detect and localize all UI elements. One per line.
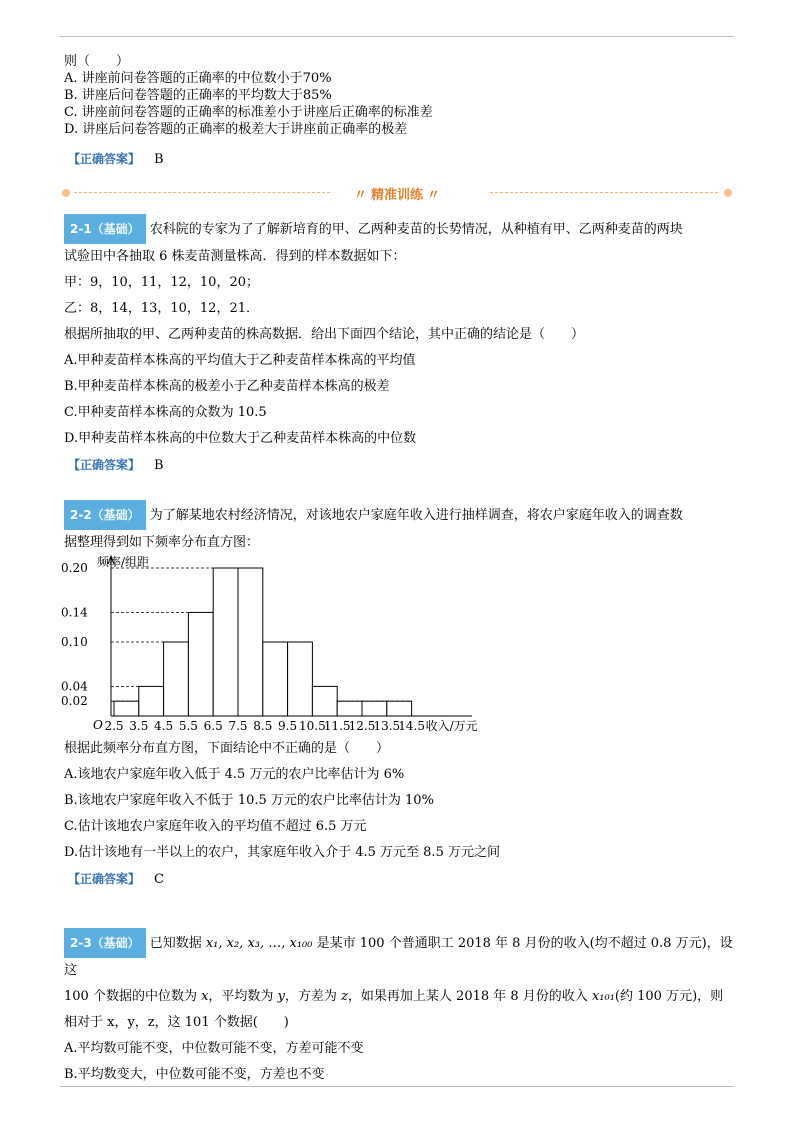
x-tick-label: 11.5 xyxy=(323,719,351,733)
q23-option-b: B.平均数变大，中位数可能不变，方差也不变 xyxy=(64,1067,325,1082)
option-b: B. 讲座后问卷答题的正确率的平均数大于85% xyxy=(64,88,332,103)
answer-label: 【正确答案】 xyxy=(68,872,141,886)
answer-value: B xyxy=(154,458,164,473)
q22-option-b: B.该地农户家庭年收入不低于 10.5 万元的农户比率估计为 10% xyxy=(64,793,434,808)
q22-option-d: D.估计该地有一半以上的农户，其家庭年收入介于 4.5 万元至 8.5 万元之间 xyxy=(64,845,500,860)
q23-stem-2b: ，平均数为 xyxy=(208,989,278,1004)
x-tick-label: 5.5 xyxy=(178,719,198,733)
banner-title: 精准训练 xyxy=(370,188,423,203)
top-rule xyxy=(60,36,734,37)
histogram-bar xyxy=(312,686,337,716)
histogram-bar xyxy=(213,568,238,716)
q23-math-x101: x₁₀₁ xyxy=(591,989,615,1004)
question-2-3 xyxy=(64,928,736,1088)
q21-data-yi: 乙：8，14，13，10，12，21． xyxy=(64,301,259,316)
x-tick-label: 12.5 xyxy=(348,719,376,733)
x-tick-label: 6.5 xyxy=(203,719,223,733)
x-tick-label: 2.5 xyxy=(104,719,124,733)
q23-line-1 xyxy=(64,928,736,984)
q22-stem-1: 为了解某地农村经济情况，对该地农户家庭年收入进行抽样调查，将农户家庭年收入的调查数 xyxy=(149,508,683,523)
q22-option-a: A.该地农户家庭年收入低于 4.5 万元的农户比率估计为 6% xyxy=(64,767,405,782)
frequency-histogram xyxy=(60,550,510,738)
q21-option-a: A.甲种麦苗样本株高的平均值大于乙种麦苗样本株高的平均值 xyxy=(64,353,416,368)
option-a: A. 讲座前问卷答题的正确率的中位数小于70% xyxy=(64,71,332,86)
answer-value: B xyxy=(154,152,164,167)
q23-math-data: x₁, x₂, x₃, …, x₁₀₀ xyxy=(205,936,313,951)
x-axis-label: 收入/万元 xyxy=(425,719,478,733)
histogram-bar xyxy=(139,686,164,716)
q21-answer xyxy=(64,452,736,479)
q22-answer xyxy=(64,866,736,893)
q23-line-2 xyxy=(64,984,736,1010)
question-2-1 xyxy=(64,214,736,479)
histogram-bar xyxy=(288,642,313,716)
q21-option-c: C.甲种麦苗样本株高的众数为 10.5 xyxy=(64,405,267,420)
q23-stem-2d: ，如果再加上某人 2018 年 8 月份的收入 xyxy=(347,989,592,1004)
answer-label: 【正确答案】 xyxy=(68,152,141,166)
histogram-bar xyxy=(188,612,213,716)
x-tick-label: 8.5 xyxy=(253,719,273,733)
question-2-2 xyxy=(64,500,736,556)
q23-option-a: A.平均数可能不变，中位数可能不变，方差可能不变 xyxy=(64,1041,364,1056)
question-tag: 2-2（基础） xyxy=(64,500,146,530)
histogram-bar xyxy=(238,568,263,716)
histogram-bar xyxy=(164,642,189,716)
q21-line-1 xyxy=(64,214,736,244)
x-tick-label: 4.5 xyxy=(154,719,174,733)
bottom-rule xyxy=(60,1086,734,1087)
question-tag: 2-3（基础） xyxy=(64,928,146,958)
q23-stem-1a: 已知数据 xyxy=(149,936,206,951)
x-tick-label: 10.5 xyxy=(299,719,326,733)
q22-option-c: C.估计该地农户家庭年收入的平均值不超过 6.5 万元 xyxy=(64,819,367,834)
q23-stem-2c: ，方差为 xyxy=(284,989,342,1004)
q23-stem-3: 相对于 x，y，z，这 101 个数据( ) xyxy=(64,1015,289,1030)
banner-deco-left: 〃 xyxy=(353,188,367,203)
x-tick-label: 13.5 xyxy=(373,719,401,733)
y-tick-label: 0.02 xyxy=(61,694,88,709)
q22-line-1 xyxy=(64,500,736,530)
x-tick-label: 7.5 xyxy=(228,719,248,733)
q21-stem-2: 试验田中各抽取 6 株麦苗测量株高．得到的样本数据如下： xyxy=(64,249,406,264)
origin-label: O xyxy=(93,718,103,732)
y-tick-label: 0.10 xyxy=(61,635,88,649)
x-tick-label: 14.5 xyxy=(398,719,425,733)
y-axis-label: 频率/组距 xyxy=(97,555,150,569)
y-tick-label: 0.14 xyxy=(61,605,88,620)
var-x: x xyxy=(201,989,209,1004)
answer-value: C xyxy=(154,872,164,887)
q23-stem-2e: (约 100 万元)，则 xyxy=(614,989,724,1004)
var-z: z xyxy=(341,989,348,1004)
q23-stem-2a: 100 个数据的中位数为 xyxy=(64,989,202,1004)
answer-row xyxy=(68,150,164,167)
histogram-bar xyxy=(337,701,362,716)
y-tick-label: 0.20 xyxy=(61,561,88,575)
q22-question: 根据此频率分布直方图，下面结论中不正确的是（ ） xyxy=(64,741,390,756)
q22-stem-2: 据整理得到如下频率分布直方图： xyxy=(64,535,260,550)
answer-label: 【正确答案】 xyxy=(68,458,141,472)
question-tag: 2-1（基础） xyxy=(64,214,146,244)
histogram-bar xyxy=(114,701,139,716)
histogram-bar xyxy=(263,642,288,716)
banner-title-wrap xyxy=(60,184,734,203)
x-tick-label: 3.5 xyxy=(129,719,149,733)
q21-option-b: B.甲种麦苗样本株高的极差小于乙种麦苗样本株高的极差 xyxy=(64,379,390,394)
option-c: C. 讲座前问卷答题的正确率的标准差小于讲座后正确率的标准差 xyxy=(64,105,433,120)
section-banner xyxy=(60,184,734,202)
y-tick-label: 0.04 xyxy=(61,679,88,694)
x-tick-label: 9.5 xyxy=(278,719,298,733)
question-stem-tail: 则（ ） xyxy=(64,54,130,69)
banner-deco-right: 〃 xyxy=(427,188,441,203)
q23-stem-1b: 是某市 100 个普通职工 2018 年 8 月份的收入(均不超过 0.8 万元)，设这 xyxy=(64,936,733,978)
question-2-2-body xyxy=(64,736,736,893)
option-d: D. 讲座后问卷答题的正确率的极差大于讲座前正确率的极差 xyxy=(64,122,408,137)
q21-question: 根据所抽取的甲、乙两种麦苗的株高数据．给出下面四个结论，其中正确的结论是（ ） xyxy=(64,327,585,342)
q21-data-jia: 甲：9，10，11，12，10，20； xyxy=(64,275,259,290)
histogram-bar xyxy=(362,701,387,716)
var-y: y xyxy=(277,989,285,1004)
histogram-bar xyxy=(387,701,412,716)
q21-option-d: D.甲种麦苗样本株高的中位数大于乙种麦苗样本株高的中位数 xyxy=(64,431,417,446)
q21-stem-1: 农科院的专家为了了解新培育的甲、乙两种麦苗的长势情况，从种植有甲、乙两种麦苗的两块 xyxy=(149,222,683,237)
